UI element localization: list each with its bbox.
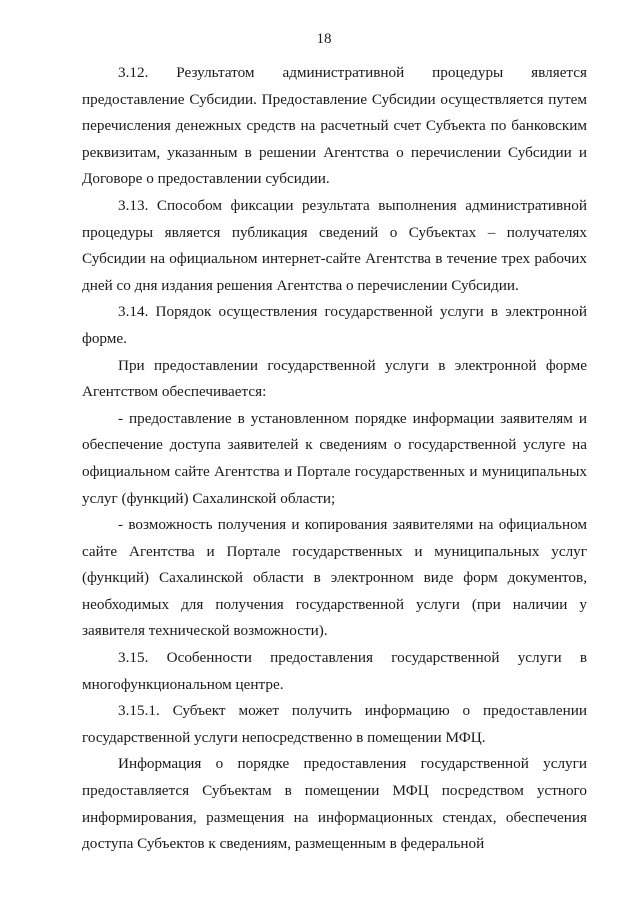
paragraph-3-13: 3.13. Способом фиксации результата выполнения административной процедуры является публикация сведений о Субъектах – получателях Субсидии на официальном интернет-сайте Агентства в течение трех рабочих дней со дня издания решения Агентства о перечислении Субсидии. bbox=[82, 196, 587, 294]
paragraph-3-15: 3.15. Особенности предоставления государственной услуги в многофункциональном центре. bbox=[82, 649, 587, 693]
paragraph-mfc-information: Информация о порядке предоставления государственной услуги предоставляется Субъектам в помещении МФЦ посредством устного информирования, размещения на информационных стендах, обеспечения доступа Субъектов к сведениям, размещенным в федеральной bbox=[82, 755, 587, 853]
paragraph-3-14: 3.14. Порядок осуществления государственной услуги в электронной форме. bbox=[82, 303, 587, 347]
page-number: 18 bbox=[316, 31, 332, 47]
paragraph-info-provision: - предоставление в установленном порядке информации заявителям и обеспечение доступа заявителей к сведениям о государственной услуге на официальном сайте Агентства и Портале государственных и муниципальных услуг (функций) Сахалинской области; bbox=[82, 409, 587, 507]
paragraph-3-15-1: 3.15.1. Субъект может получить информацию о предоставлении государственной услуги непосредственно в помещении МФЦ. bbox=[82, 702, 587, 746]
paragraph-3-12: 3.12. Результатом административной процедуры является предоставление Субсидии. Предоставление Субсидии осуществляется путем перечисления денежных средств на расчетный счет Субъекта по банковским реквизитам, указанным в решении Агентства о перечислении Субсидии и Договоре о предоставлении субсидии. bbox=[82, 64, 587, 188]
paragraph-form-copying: - возможность получения и копирования заявителями на официальном сайте Агентства и Портале государственных и муниципальных услуг (функций) Сахалинской области в электронном виде форм документов, необходимых для получения государственной услуги (при наличии у заявителя технической возможности). bbox=[82, 516, 587, 640]
document-body bbox=[82, 60, 587, 858]
paragraph-electronic-form-intro: При предоставлении государственной услуги в электронной форме Агентством обеспечивается: bbox=[82, 356, 587, 401]
